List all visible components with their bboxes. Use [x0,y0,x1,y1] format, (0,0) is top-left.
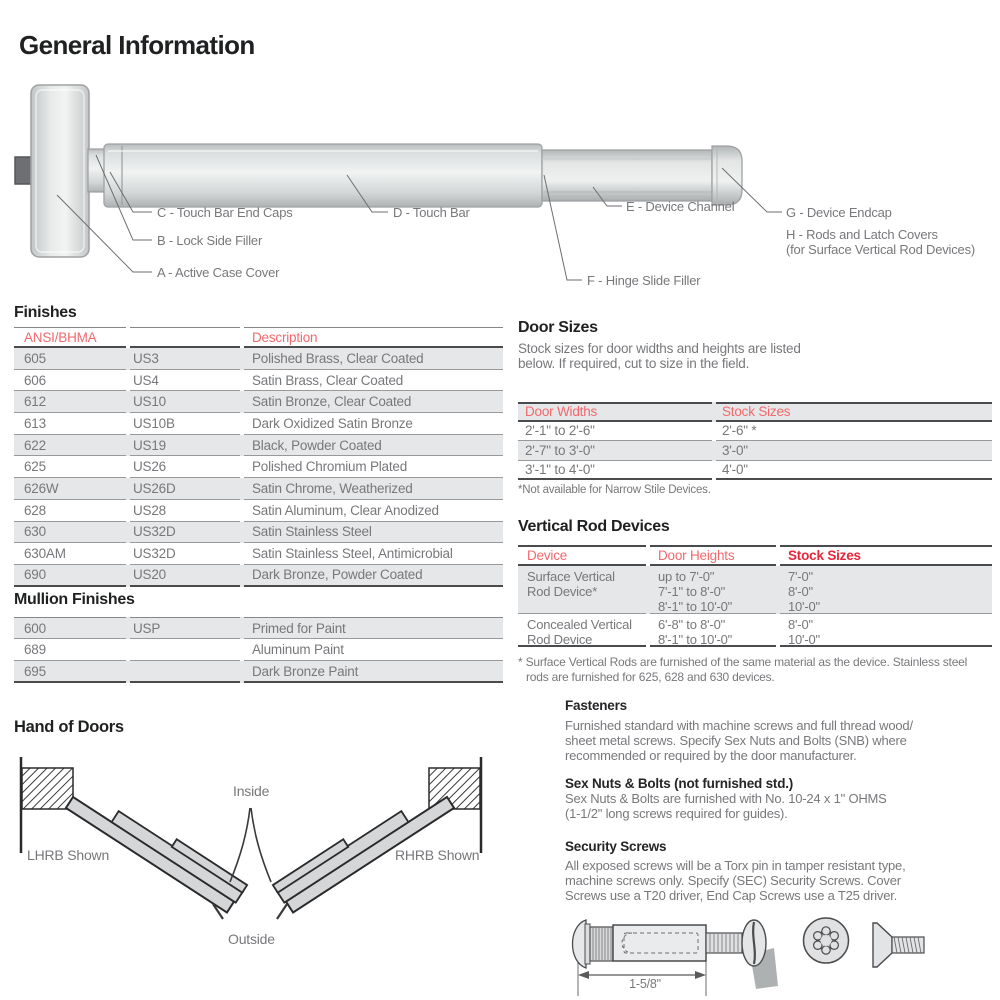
finishes-row [14,500,503,522]
device-label-h2: (for Surface Vertical Rod Devices) [786,242,975,257]
finishes-row [14,456,503,478]
fasteners-line-2: sheet metal screws. Specify Sex Nuts and Bolts (SNB) where [565,733,907,748]
mullion-row [14,639,503,661]
finish-us: US3 [130,348,240,370]
door-heights: up to 7'-0" 7'-1" to 8'-0" 8'-1" to 10'-0" [650,566,776,614]
finish-desc: Dark Oxidized Satin Bronze [244,413,503,435]
sex-nuts-line-2: (1-1/2" long screws required for guides). [565,806,788,821]
rhrb-label: RHRB Shown [395,847,480,863]
door-sizes-row [518,441,992,461]
finish-us: US26 [130,456,240,478]
device-label-e: E - Device Channel [626,199,735,214]
finish-code: 630AM [14,543,126,565]
sex-nuts-heading: Sex Nuts & Bolts (not furnished std.) [565,776,794,791]
dimension-label: 1-5/8" [629,977,661,991]
finishes-row [14,413,503,435]
finishes-row [14,478,503,500]
stock-sizes-col: Stock Sizes [780,545,992,566]
stock-sizes: 7'-0" 8'-0" 10'-0" [780,566,992,614]
finishes-col-ansi: ANSI/BHMA [14,327,126,348]
left-wall-hatch [22,768,73,809]
finish-us [130,661,240,683]
stock-sizes-col: Stock Sizes [716,402,992,422]
door-heights-col: Door Heights [650,545,776,566]
finishes-row [14,391,503,413]
finish-code: 630 [14,522,126,544]
finish-code: 628 [14,500,126,522]
mullion-row [14,661,503,683]
outside-label: Outside [228,931,275,947]
finish-us: US4 [130,370,240,392]
flat-head-screw [873,923,924,967]
door-width: 2'-7" to 3'-0" [518,441,712,461]
finish-us: US19 [130,435,240,457]
device-label-h: H - Rods and Latch Covers [786,227,938,242]
finish-desc: Dark Bronze, Powder Coated [244,565,503,587]
finish-desc: Satin Bronze, Clear Coated [244,391,503,413]
finish-desc: Polished Chromium Plated [244,456,503,478]
finish-code: 690 [14,565,126,587]
device-col: Device [518,545,646,566]
finish-code: 625 [14,456,126,478]
stock-size: 2'-6" * [716,422,992,442]
vertical-rod-row [518,614,992,647]
finish-code: 622 [14,435,126,457]
security-screws-line-1: All exposed screws will be a Torx pin in tamper resistant type, [565,858,906,873]
door-sizes-table [518,402,992,480]
finish-desc: Satin Stainless Steel [244,522,503,544]
security-screws-line-2: machine screws only. Specify (SEC) Security Screws. Cover [565,873,901,888]
fasteners-line-3: recommended or required by the door manufacturer. [565,748,857,763]
finishes-row [14,435,503,457]
door-width: 2'-1" to 2'-6" [518,422,712,442]
finish-desc: Dark Bronze Paint [244,661,503,683]
device-label-f: F - Hinge Slide Filler [587,273,701,288]
finish-code: 605 [14,348,126,370]
finish-us: US10 [130,391,240,413]
vertical-rod-table [518,545,992,647]
finish-us: US20 [130,565,240,587]
finish-desc: Aluminum Paint [244,639,503,661]
fasteners-heading: Fasteners [565,698,627,713]
finishes-row [14,543,503,565]
finishes-col-spacer [130,327,240,348]
door-width: 3'-1" to 4'-0" [518,461,712,481]
inside-label: Inside [233,783,270,799]
finish-us: US26D [130,478,240,500]
finishes-heading: Finishes [14,304,77,321]
device-label-a: A - Active Case Cover [157,265,280,280]
security-screws-heading: Security Screws [565,839,667,854]
door-sizes-footnote: *Not available for Narrow Stile Devices. [518,484,711,496]
finishes-table [14,327,503,587]
finishes-row [14,348,503,370]
finish-desc: Primed for Paint [244,617,503,639]
sex-nuts-line-1: Sex Nuts & Bolts are furnished with No. 10-24 x 1" OHMS [565,791,887,806]
fasteners-line-1: Furnished standard with machine screws and full thread wood/ [565,718,913,733]
vertical-rod-heading: Vertical Rod Devices [518,518,670,535]
finish-us [130,639,240,661]
finish-desc: Polished Brass, Clear Coated [244,348,503,370]
finishes-header-row [14,327,503,348]
sex-bolt [573,920,767,968]
device-channel [542,150,712,201]
door-widths-col: Door Widths [518,402,712,422]
mullion-finishes-heading: Mullion Finishes [14,591,135,608]
active-case-cover [31,85,89,257]
touch-bar [104,144,542,207]
finishes-row [14,565,503,587]
finish-us: US10B [130,413,240,435]
device-label-b: B - Lock Side Filler [157,233,263,248]
door-sizes-intro-2: below. If required, cut to size in the field. [518,356,750,371]
mullion-row [14,617,503,639]
door-sizes-row [518,461,992,481]
finish-desc: Satin Stainless Steel, Antimicrobial [244,543,503,565]
stock-size: 4'-0" [716,461,992,481]
lhrb-label: LHRB Shown [27,847,110,863]
security-screws-line-3: Screws use a T20 driver, End Cap Screws use a T25 driver. [565,888,898,903]
finish-desc: Satin Chrome, Weatherized [244,478,503,500]
torx-screw [804,918,849,963]
page-title: General Information [19,30,255,60]
finishes-row [14,370,503,392]
vertical-rod-footnote-1: * Surface Vertical Rods are furnished of the same material as the device. Stainless steel [518,655,968,669]
vertical-rod-header-row [518,545,992,566]
device-label-g: G - Device Endcap [786,205,892,220]
finish-code: 695 [14,661,126,683]
finish-desc: Black, Powder Coated [244,435,503,457]
mullion-finishes-table [14,617,503,683]
finish-code: 626W [14,478,126,500]
finish-code: 612 [14,391,126,413]
hand-of-doors-heading: Hand of Doors [14,718,124,736]
finish-code: 606 [14,370,126,392]
stock-size: 3'-0" [716,441,992,461]
finish-desc: Satin Brass, Clear Coated [244,370,503,392]
door-sizes-header-row [518,402,992,422]
device-label-d: D - Touch Bar [393,205,470,220]
device-label-c: C - Touch Bar End Caps [157,205,293,220]
vertical-rod-footnote-2: rods are furnished for 625, 628 and 630 devices. [526,670,775,684]
finish-code: 689 [14,639,126,661]
door-sizes-heading: Door Sizes [518,319,598,336]
stock-sizes: 8'-0" 10'-0" [780,614,992,647]
door-sizes-row [518,422,992,442]
finish-code: 613 [14,413,126,435]
finish-us: US32D [130,543,240,565]
finishes-col-desc: Description [244,327,503,348]
vertical-rod-row [518,566,992,614]
finish-code: 600 [14,617,126,639]
door-sizes-intro-1: Stock sizes for door widths and heights are listed [518,341,801,356]
finish-us: US28 [130,500,240,522]
finish-us: US32D [130,522,240,544]
device-name: Surface Vertical Rod Device* [518,566,646,614]
device-name: Concealed Vertical Rod Device [518,614,646,647]
finishes-row [14,522,503,544]
finish-us: USP [130,617,240,639]
exit-device-figure [0,80,1000,305]
finish-desc: Satin Aluminum, Clear Anodized [244,500,503,522]
door-heights: 6'-8" to 8'-0" 8'-1" to 10'-0" [650,614,776,647]
